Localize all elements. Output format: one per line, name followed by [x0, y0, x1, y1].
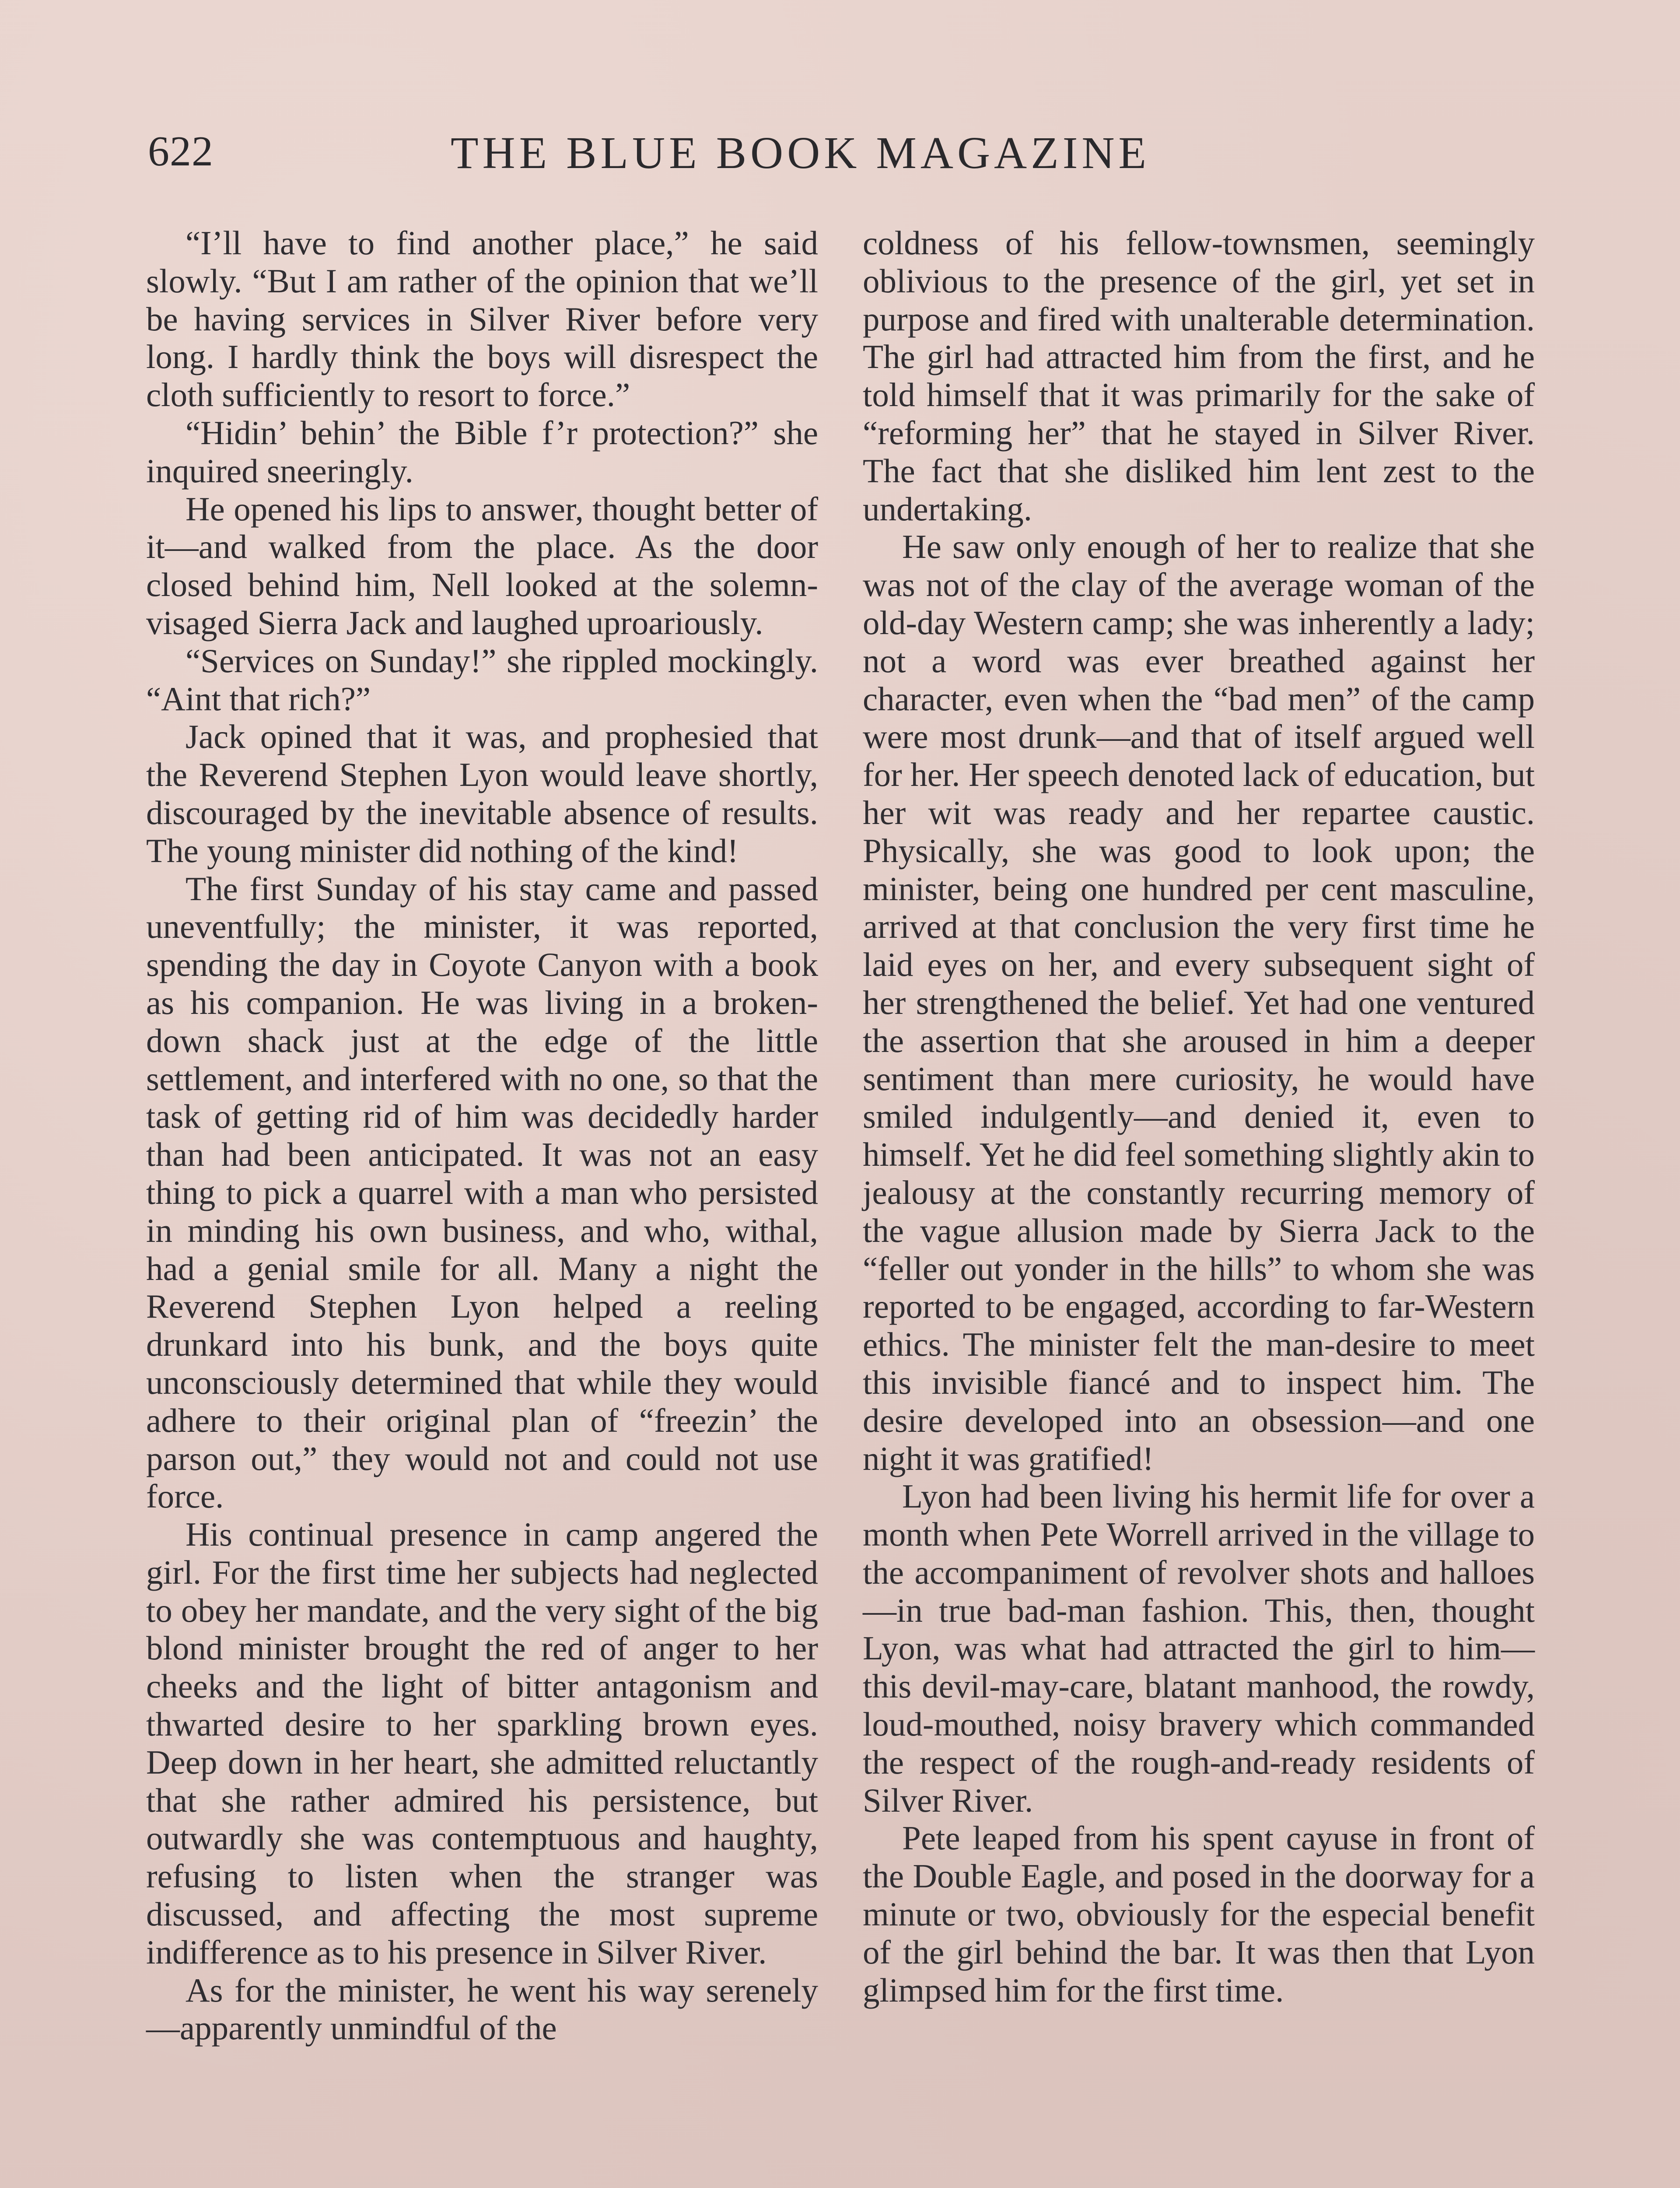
paragraph: “Hidin’ behin’ the Bible f’r protection?” she inquired sneeringly. [146, 414, 818, 490]
paragraph: Pete leaped from his spent cayuse in front of the Double Eagle, and posed in the doorway for a minute or two, obviously for the especial benefit of the girl behind the bar. It was then that Lyon glimpsed him for the first time. [863, 1819, 1535, 2009]
paragraph: Jack opined that it was, and prophesied that the Reverend Stephen Lyon would leave shortly, discouraged by the inevitable absence of results. The young minister did nothing of the kind! [146, 718, 818, 870]
running-title: THE BLUE BOOK MAGAZINE [451, 128, 1150, 178]
paragraph: He saw only enough of her to realize that she was not of the clay of the average woman of the old-day Western camp; she was inherently a lady; not a word was ever breathed against her character, even when the “bad men” of the camp were most drunk—and that of itself argued well for her. Her speech denoted lack of education, but her wit was ready and her repartee caustic. Physically, she was good to look upon; the minister, being one hundred per cent masculine, arrived at that conclusion the very first time he laid eyes on her, and every subsequent sight of her strengthened the belief. Yet had one ventured the assertion that she aroused in him a deeper sentiment than mere curiosity, he would have smiled indulgently—and denied it, even to himself. Yet he did feel something slightly akin to jealousy at the constantly recurring memory of the vague allusion made by Sierra Jack to the “feller out yonder in the hills” to whom she was reported to be engaged, according to far-Western ethics. The minister felt the man-desire to meet this invisible fiancé and to inspect him. The desire developed into an obsession—and one night it was gratified! [863, 528, 1535, 1477]
page-header [144, 118, 1536, 188]
paragraph: The first Sunday of his stay came and passed uneventfully; the minister, it was reported, spending the day in Coyote Canyon with a book as his companion. He was living in a broken-down shack just at the edge of the little settlement, and interfered with no one, so that the task of getting rid of him was decidedly harder than had been anticipated. It was not an easy thing to pick a quarrel with a man who persisted in minding his own business, and who, withal, had a genial smile for all. Many a night the Reverend Stephen Lyon helped a reeling drunkard into his bunk, and the boys quite unconsciously determined that while they would adhere to their original plan of “freezin’ the parson out,” they would not and could not use force. [146, 870, 818, 1515]
paragraph: As for the minister, he went his way serenely—apparently unmindful of the [146, 1971, 818, 2047]
page-number: 622 [148, 128, 214, 175]
paragraph: “I’ll have to find another place,” he said slowly. “But I am rather of the opinion that we’ll be having services in Silver River before very long. I hardly think the boys will disrespect the cloth sufficiently to resort to force.” [146, 224, 818, 414]
paragraph: He opened his lips to answer, thought better of it—and walked from the place. As the door closed behind him, Nell looked at the solemn-visaged Sierra Jack and laughed uproariously. [146, 490, 818, 642]
paragraph: “Services on Sunday!” she rippled mockingly. “Aint that rich?” [146, 642, 818, 718]
paragraph: coldness of his fellow-townsmen, seemingly oblivious to the presence of the girl, yet set in purpose and fired with unalterable determination. The girl had attracted him from the first, and he told himself that it was primarily for the sake of “reforming her” that he stayed in Silver River. The fact that she disliked him lent zest to the undertaking. [863, 224, 1535, 528]
right-column [863, 224, 1535, 2009]
left-column [146, 224, 818, 2047]
paragraph: Lyon had been living his hermit life for over a month when Pete Worrell arrived in the village to the accompaniment of revolver shots and halloes—in true bad-man fashion. This, then, thought Lyon, was what had attracted the girl to him—this devil-may-care, blatant manhood, the rowdy, loud-mouthed, noisy bravery which commanded the respect of the rough-and-ready residents of Silver River. [863, 1477, 1535, 1819]
paragraph: His continual presence in camp angered the girl. For the first time her subjects had neglected to obey her mandate, and the very sight of the big blond minister brought the red of anger to her cheeks and the light of bitter antagonism and thwarted desire to her sparkling brown eyes. Deep down in her heart, she admitted reluctantly that she rather admired his persistence, but outwardly she was contemptuous and haughty, refusing to listen when the stranger was discussed, and affecting the most supreme indifference as to his presence in Silver River. [146, 1515, 818, 1971]
